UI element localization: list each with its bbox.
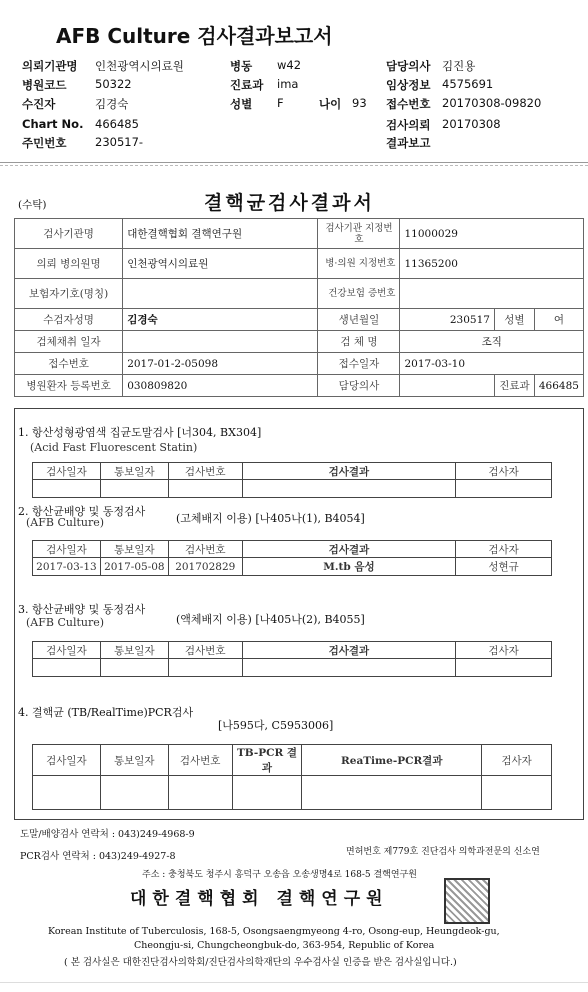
age-value: 93 xyxy=(352,96,367,110)
inst-no-label: 검사기관 지정번호 xyxy=(318,219,400,249)
header-test-no: 검사번호 xyxy=(168,463,242,480)
request-date-value: 20170308 xyxy=(442,117,501,131)
doctor-label: 담당의사 xyxy=(386,59,431,73)
dept-label: 진료과 xyxy=(230,78,264,92)
header-test-date: 검사일자 xyxy=(33,642,101,659)
license-info: 면허번호 제779호 진단검사 의학과전문의 신소연 xyxy=(346,847,540,857)
institution-label: 검사기관명 xyxy=(15,219,123,249)
t2-result: M.tb 음성 xyxy=(242,558,455,576)
test3-code: (액체배지 이용) [나405나(2), B4055] xyxy=(176,613,365,626)
dob-label: 생년월일 xyxy=(318,309,400,331)
pcr-contact: PCR검사 연락처 : 043)249-4927-8 xyxy=(20,851,176,862)
resident-no-value: 230517- xyxy=(95,135,144,149)
header-result: 검사결과 xyxy=(242,642,456,659)
institution-value: 대한결핵협회 결핵연구원 xyxy=(123,219,318,249)
health-no-value xyxy=(400,279,584,309)
test4-title: 4. 결핵균 (TB/RealTime)PCR검사 xyxy=(18,706,194,719)
header-realtime-pcr: ReaTime-PCR결과 xyxy=(302,745,482,776)
test3-title: 3. 항산균배양 및 동정검사 xyxy=(18,603,146,616)
header-tester: 검사자 xyxy=(456,642,552,659)
section-divider xyxy=(0,162,588,163)
dept-value-report: 466485 xyxy=(534,375,583,397)
header-notice-date: 통보일자 xyxy=(100,463,168,480)
consignment-stamp: (수탁) xyxy=(18,199,47,211)
address: 주소 : 충청북도 청주시 흥덕구 오송읍 오송생명4로 168-5 결핵연구원 xyxy=(142,870,417,880)
attending-doctor-label: 담당의사 xyxy=(318,375,400,397)
dob-value: 230517 xyxy=(400,309,494,331)
header-notice-date: 통보일자 xyxy=(100,745,168,776)
header-test-no: 검사번호 xyxy=(168,541,242,558)
header-notice-date: 통보일자 xyxy=(100,541,168,558)
smear-culture-contact: 도말/배양검사 연락처 : 043)249-4968-9 xyxy=(20,829,195,840)
dept-value: ima xyxy=(277,77,299,91)
test3-subtitle: (AFB Culture) xyxy=(26,616,105,629)
hosp-no-value: 11365200 xyxy=(400,249,584,279)
specimen-label: 검 체 명 xyxy=(318,331,400,353)
header-test-no: 검사번호 xyxy=(168,642,242,659)
registration-no-label: 병원환자 등록번호 xyxy=(15,375,123,397)
specimen-value: 조직 xyxy=(400,331,584,353)
hospital-label: 의뢰기관명 xyxy=(22,59,78,73)
hospital-code-value: 50322 xyxy=(95,77,132,91)
test2-subtitle: (AFB Culture) xyxy=(26,516,105,529)
receipt-date-label: 접수일자 xyxy=(318,353,400,375)
inst-no-value: 11000029 xyxy=(400,219,584,249)
patient-info-table xyxy=(14,218,584,397)
collect-date-label: 검체채취 일자 xyxy=(15,331,123,353)
test3-table xyxy=(32,641,552,677)
header-result: 검사결과 xyxy=(242,463,456,480)
header-test-no: 검사번호 xyxy=(168,745,232,776)
insured-value xyxy=(123,279,318,309)
registration-no-value: 030809820 xyxy=(123,375,318,397)
patient-value: 김경숙 xyxy=(95,97,129,111)
report-main-title: 결핵균검사결과서 xyxy=(204,192,375,214)
receipt-no-label: 접수번호 xyxy=(386,97,431,111)
hosp-no-label: 병·의원 지정번호 xyxy=(318,249,400,279)
header-tester: 검사자 xyxy=(456,463,552,480)
t2-tester: 성현규 xyxy=(456,558,552,576)
hospital-code-label: 병원코드 xyxy=(22,78,67,92)
test4-table xyxy=(32,744,552,810)
age-label: 나이 xyxy=(319,97,342,111)
sex-value: F xyxy=(277,96,284,110)
chart-no-label: Chart No. xyxy=(22,117,84,131)
report-date-label: 결과보고 xyxy=(386,136,431,150)
receipt-number-value: 2017-01-2-05098 xyxy=(123,353,318,375)
patient-name-label: 수검자성명 xyxy=(15,309,123,331)
header-test-date: 검사일자 xyxy=(33,541,101,558)
patient-name-value: 김경숙 xyxy=(123,309,318,331)
receipt-no-value: 20170308-09820 xyxy=(442,96,542,110)
test1-title: 1. 항산성형광염색 집균도말검사 [너304, BX304] xyxy=(18,426,262,439)
english-address-line2: Cheongju-si, Chungcheongbuk-do, 363-954, Republic of Korea xyxy=(134,940,435,951)
doctor-value: 김진용 xyxy=(442,59,476,73)
certification-note: ( 본 검사실은 대한진단검사의학회/진단검사의학재단의 우수검사실 인증을 받은 검사실입니다.) xyxy=(64,957,457,968)
test2-title: 2. 항산균배양 및 동정검사 xyxy=(18,505,146,518)
bottom-divider xyxy=(0,982,588,983)
ward-value: w42 xyxy=(277,58,302,72)
patient-label: 수진자 xyxy=(22,97,56,111)
header-tester: 검사자 xyxy=(482,745,552,776)
header-test-date: 검사일자 xyxy=(33,463,101,480)
english-address-line1: Korean Institute of Tuberculosis, 168-5, Osongsaengmyeong 4-ro, Osong-eup, Heungdeok-gu, xyxy=(48,926,500,937)
attending-doctor-value xyxy=(400,375,494,397)
header-test-date: 검사일자 xyxy=(33,745,101,776)
header-tb-pcr: TB-PCR 결과 xyxy=(232,745,302,776)
t2-test-no: 201702829 xyxy=(168,558,242,576)
clinical-info-label: 임상정보 xyxy=(386,78,431,92)
t2-test-date: 2017-03-13 xyxy=(33,558,101,576)
test2-code: (고체배지 이용) [나405나(1), B4054] xyxy=(176,512,365,525)
sex-value-report: 여 xyxy=(534,309,583,331)
health-no-label: 건강보험 증번호 xyxy=(318,279,400,309)
collect-date-value xyxy=(123,331,318,353)
hospital-name-label: 의뢰 병의원명 xyxy=(15,249,123,279)
test1-table xyxy=(32,462,552,498)
hospital-name-value: 인천광역시의료원 xyxy=(123,249,318,279)
sex-label-report: 성별 xyxy=(494,309,534,331)
test1-subtitle: (Acid Fast Fluorescent Statin) xyxy=(30,441,198,454)
section-divider-dashed xyxy=(0,165,588,166)
t2-notice-date: 2017-05-08 xyxy=(100,558,168,576)
header-notice-date: 통보일자 xyxy=(100,642,168,659)
test4-code: [나595다, C5953006] xyxy=(218,719,334,732)
header-tester: 검사자 xyxy=(456,541,552,558)
official-seal-icon xyxy=(444,878,490,924)
dept-label-report: 진료과 xyxy=(494,375,534,397)
request-date-label: 검사의뢰 xyxy=(386,118,431,132)
test2-table xyxy=(32,540,552,576)
organization-name: 대한결핵협회 결핵연구원 xyxy=(130,889,389,909)
report-title: AFB Culture 검사결과보고서 xyxy=(56,24,333,48)
hospital-value: 인천광역시의료원 xyxy=(95,59,184,73)
header-result: 검사결과 xyxy=(242,541,455,558)
insured-label: 보험자기호(명칭) xyxy=(15,279,123,309)
ward-label: 병동 xyxy=(230,59,253,73)
receipt-number-label: 접수번호 xyxy=(15,353,123,375)
sex-label: 성별 xyxy=(230,97,253,111)
resident-no-label: 주민번호 xyxy=(22,136,67,150)
chart-no-value: 466485 xyxy=(95,117,139,131)
clinical-info-value: 4575691 xyxy=(442,77,494,91)
receipt-date-value: 2017-03-10 xyxy=(400,353,584,375)
